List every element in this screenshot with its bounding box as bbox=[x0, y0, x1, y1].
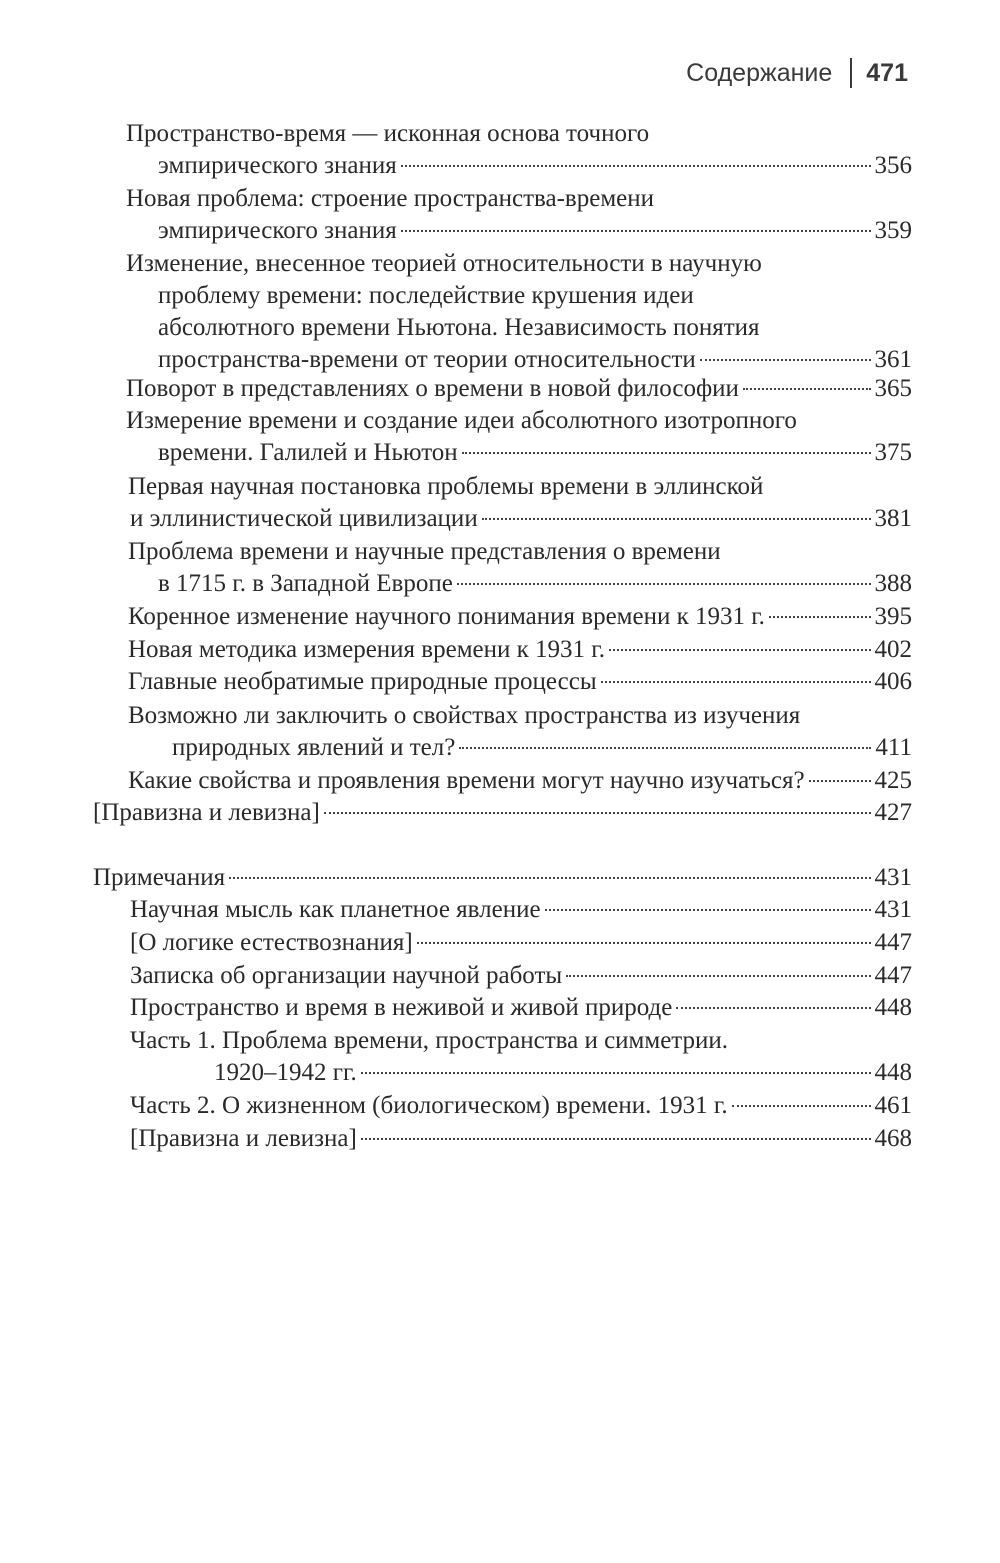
toc-entry-leader-row bbox=[130, 1090, 912, 1122]
toc-entry-page: 402 bbox=[874, 636, 912, 663]
toc-entry-leader-row bbox=[130, 1123, 912, 1155]
toc-entry-title-line: Пространство-время — исконная основа точного bbox=[126, 120, 650, 147]
running-header-title: Содержание bbox=[686, 58, 833, 87]
dot-leader bbox=[361, 1072, 871, 1074]
toc-entry-title-line: [О логике естествознания] bbox=[130, 929, 413, 956]
toc-entry-page: 468 bbox=[874, 1125, 912, 1152]
toc-entry-title-line: Часть 2. О жизненном (биологическом) времени. 1931 г. bbox=[130, 1092, 728, 1119]
toc-entry-title-line: проблему времени: последействие крушения идеи bbox=[158, 282, 694, 309]
toc-entry-page: 427 bbox=[874, 799, 912, 826]
toc-entry-page: 461 bbox=[874, 1092, 912, 1119]
toc-entry-title-line: [Правизна и левизна] bbox=[130, 1125, 357, 1152]
toc-entry-title-line: пространства-времени от теории относительности bbox=[158, 346, 696, 373]
toc-entry-page: 388 bbox=[874, 570, 912, 597]
dot-leader bbox=[609, 649, 871, 651]
toc-entry-title-line: абсолютного времени Ньютона. Независимость понятия bbox=[158, 314, 760, 341]
toc-entry-leader-row bbox=[172, 732, 912, 764]
toc-entry-page: 448 bbox=[874, 1059, 912, 1086]
toc-entry-leader-row bbox=[93, 862, 912, 894]
toc-entry-leader-row bbox=[158, 150, 912, 182]
dot-leader bbox=[462, 452, 871, 454]
toc-entry-title-line: [Правизна и левизна] bbox=[93, 799, 320, 826]
header-divider bbox=[850, 58, 852, 88]
toc-entry-title-line: Главные необратимые природные процессы bbox=[128, 668, 597, 695]
toc-entry-title-line: Измерение времени и создание идеи абсолютного изотропного bbox=[126, 407, 797, 434]
toc-entry-page: 431 bbox=[874, 896, 912, 923]
dot-leader bbox=[401, 230, 871, 232]
toc-entry-leader-row bbox=[158, 344, 912, 376]
toc-entry-leader-row bbox=[126, 373, 912, 405]
toc-entry-page: 447 bbox=[874, 929, 912, 956]
toc-entry-page: 359 bbox=[874, 217, 912, 244]
toc-entry-title-line: Проблема времени и научные представления о времени bbox=[128, 538, 721, 565]
toc-entry-leader-row bbox=[158, 215, 912, 247]
dot-leader bbox=[566, 975, 870, 977]
running-header bbox=[686, 58, 908, 88]
toc-entry-page: 365 bbox=[874, 375, 912, 402]
dot-leader bbox=[676, 1007, 870, 1009]
toc-entry-page: 356 bbox=[874, 152, 912, 179]
toc-entry-leader-row bbox=[158, 437, 912, 469]
dot-leader bbox=[417, 942, 871, 944]
toc-entry-leader-row bbox=[158, 568, 912, 600]
toc-entry-leader-row bbox=[214, 1057, 912, 1089]
toc-entry-page: 375 bbox=[874, 439, 912, 466]
toc-entry-title-line: Новая методика измерения времени к 1931 г. bbox=[128, 636, 605, 663]
toc-entry-page: 361 bbox=[874, 346, 912, 373]
dot-leader bbox=[229, 877, 870, 879]
toc-entry-title-line: времени. Галилей и Ньютон bbox=[158, 439, 458, 466]
dot-leader bbox=[401, 165, 871, 167]
toc-entry-page: 447 bbox=[874, 962, 912, 989]
toc-entry-leader-row bbox=[130, 927, 912, 959]
toc-entry-title-line: Изменение, внесенное теорией относительности в научную bbox=[126, 250, 762, 277]
toc-entry-title-line: Часть 1. Проблема времени, пространства и симметрии. bbox=[130, 1027, 729, 1054]
toc-entry-title-line: Возможно ли заключить о свойствах пространства из изучения bbox=[128, 702, 801, 729]
toc-entry-title-line: эмпирического знания bbox=[158, 152, 397, 179]
toc-entry-title-line: Коренное изменение научного понимания времени к 1931 г. bbox=[128, 603, 765, 630]
dot-leader bbox=[809, 780, 871, 782]
dot-leader bbox=[361, 1138, 871, 1140]
toc-entry-page: 381 bbox=[874, 505, 912, 532]
dot-leader bbox=[700, 359, 871, 361]
toc-entry-title-line: и эллинистической цивилизации bbox=[130, 505, 478, 532]
dot-leader bbox=[324, 812, 871, 814]
toc-entry-title-line: Новая проблема: строение пространства-времени bbox=[126, 185, 654, 212]
toc-entry-page: 406 bbox=[874, 668, 912, 695]
toc-entry-leader-row bbox=[93, 797, 912, 829]
toc-entry-title-line: Записка об организации научной работы bbox=[130, 962, 563, 989]
toc-entry-leader-row bbox=[130, 960, 912, 992]
dot-leader bbox=[459, 747, 871, 749]
toc-entry-title-line: Пространство и время в неживой и живой природе bbox=[130, 994, 673, 1021]
toc-entry-title-line: Поворот в представлениях о времени в новой философии bbox=[126, 375, 739, 402]
toc-entry-leader-row bbox=[128, 634, 912, 666]
dot-leader bbox=[769, 616, 871, 618]
dot-leader bbox=[732, 1105, 871, 1107]
toc-entry-leader-row bbox=[128, 601, 912, 633]
dot-leader bbox=[545, 909, 871, 911]
dot-leader bbox=[601, 681, 871, 683]
toc-entry-page: 395 bbox=[874, 603, 912, 630]
toc-entry-title-line: эмпирического знания bbox=[158, 217, 397, 244]
toc-entry-title-line: Какие свойства и проявления времени могут научно изучаться? bbox=[128, 767, 805, 794]
toc-entry-title-line: в 1715 г. в Западной Европе bbox=[158, 570, 453, 597]
dot-leader bbox=[457, 583, 871, 585]
dot-leader bbox=[482, 518, 871, 520]
toc-entry-title-line: Научная мысль как планетное явление bbox=[130, 896, 541, 923]
toc-entry-title-line: Примечания bbox=[93, 864, 226, 891]
toc-entry-title-line: природных явлений и тел? bbox=[172, 734, 456, 761]
toc-entry-leader-row bbox=[130, 992, 912, 1024]
toc-entry-page: 431 bbox=[874, 864, 912, 891]
toc-entry-page: 425 bbox=[874, 767, 912, 794]
toc-entry-page: 411 bbox=[875, 734, 912, 761]
toc-entry-leader-row bbox=[130, 894, 912, 926]
toc-entry-leader-row bbox=[128, 666, 912, 698]
dot-leader bbox=[743, 388, 871, 390]
toc-entry-title-line: Первая научная постановка проблемы времени в эллинской bbox=[128, 473, 764, 500]
toc-entry-page: 448 bbox=[874, 994, 912, 1021]
toc-entry-leader-row bbox=[130, 503, 912, 535]
toc-entry-leader-row bbox=[128, 765, 912, 797]
page-number: 471 bbox=[866, 58, 908, 87]
toc-entry-title-line: 1920–1942 гг. bbox=[214, 1059, 357, 1086]
